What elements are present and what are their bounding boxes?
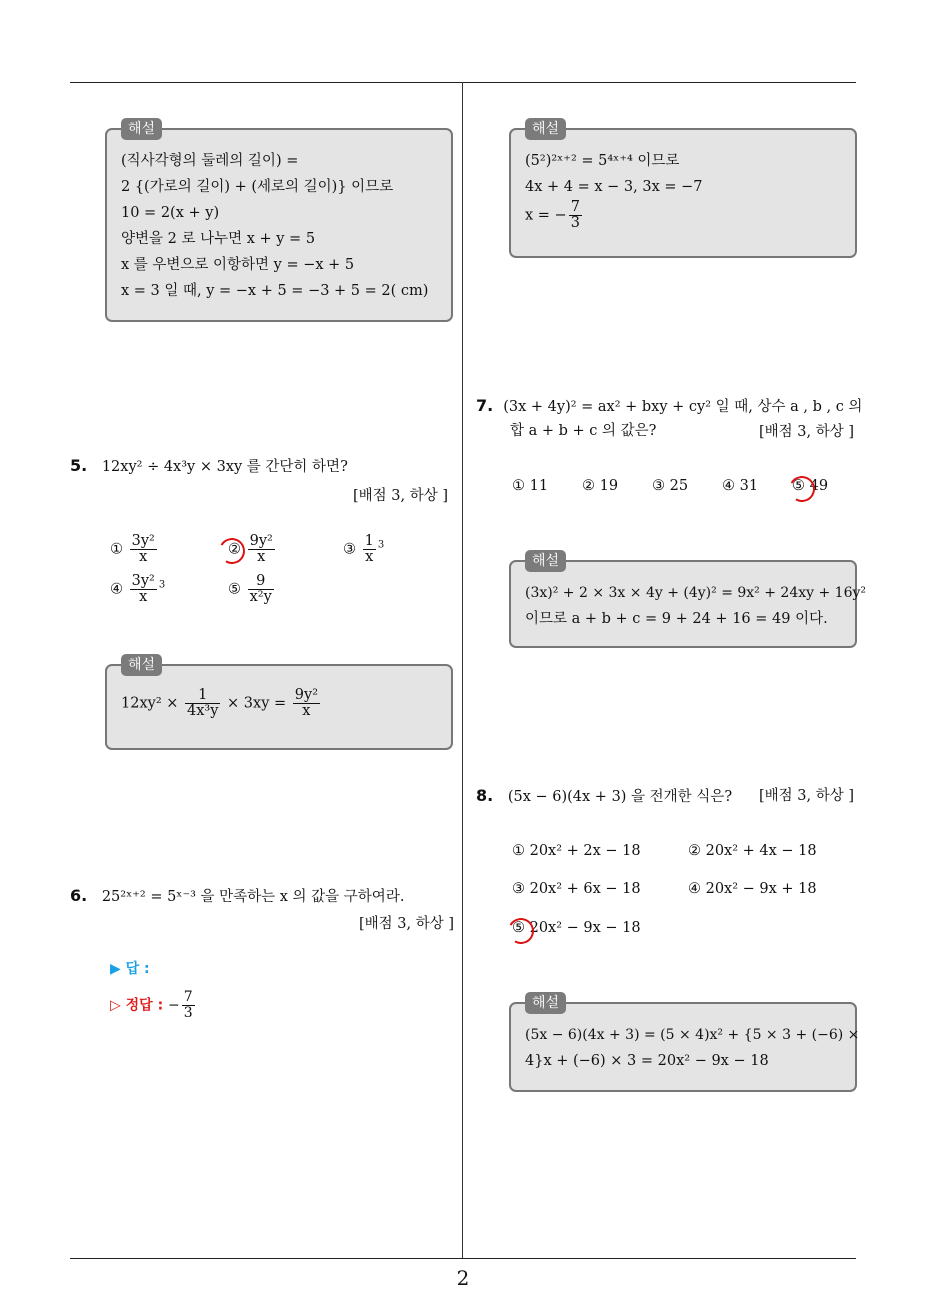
question-8 [476, 784, 732, 809]
option-2[interactable]: ② 19 [582, 478, 619, 494]
option-4[interactable]: ④ 20x² − 9x + 18 [688, 881, 817, 897]
option-5[interactable]: ⑤ 20x² − 9x − 18 [512, 920, 641, 936]
explanation-tag: 해설 [121, 118, 162, 140]
explanation-line: (5²)²ˣ⁺² = 5⁴ˣ⁺⁴ 이므로 [525, 153, 680, 169]
option-4[interactable]: ④ $\frac{\text{3y²}}{x}$ $^3$ [110, 573, 166, 605]
explanation-line: (3x)² + 2 × 3x × 4y + (4y)² = 9x² + 24xy + 16y² [525, 585, 867, 601]
question-6 [70, 884, 404, 909]
explanation-box-q5 [105, 657, 453, 750]
question-number: 5. [70, 456, 88, 475]
question-text-cont: 합 a + b + c 의 값은? [510, 423, 657, 439]
explanation-line: (5x − 6)(4x + 3) = (5 × 4)x² + {5 × 3 + (−6) × [525, 1027, 860, 1043]
question-text: 25²ˣ⁺² = 5ˣ⁻³ 을 만족하는 x 의 값을 구하여라. [101, 889, 405, 905]
explanation-box-q7 [509, 553, 867, 648]
explanation-line: 4}x + (−6) × 3 = 20x² − 9x − 18 [525, 1053, 769, 1069]
page-number: 2 [456, 1266, 470, 1290]
option-2[interactable]: ② $\frac{\text{9y²}}{x}$ [228, 533, 273, 565]
question-text: 12xy² ÷ 4x³y × 3xy 를 간단히 하면? [101, 459, 348, 475]
bottom-rule [70, 1258, 856, 1259]
question-number: 8. [476, 786, 494, 805]
option-4[interactable]: ④ 31 [722, 478, 759, 494]
explanation-tag: 해설 [525, 118, 566, 140]
answer-input-label[interactable]: ▶ 답 : [110, 961, 150, 977]
explanation-line: 2 {(가로의 길이) + (세로의 길이)} 이므로 [121, 179, 394, 195]
explanation-line: x = 3 일 때, y = −x + 5 = −3 + 5 = 2( cm) [121, 283, 429, 299]
question-text: (5x − 6)(4x + 3) 을 전개한 식은? [507, 789, 733, 805]
question-text: (3x + 4y)² = ax² + bxy + cy² 일 때, 상수 a , b , c 의 [503, 399, 863, 415]
explanation-box-q4 [105, 121, 453, 322]
question-points: [배점 3, 하상 ] [358, 916, 454, 932]
option-3[interactable]: ③ $\frac{1}{x}$ $^3$ [343, 533, 385, 565]
question-number: 7. [476, 396, 494, 415]
explanation-box-q6 [509, 121, 857, 258]
top-rule [70, 82, 856, 83]
explanation-line: 양변을 2 로 나누면 x + y = 5 [121, 231, 316, 247]
option-5[interactable]: ⑤ 49 [792, 478, 829, 494]
option-1[interactable]: ① $\frac{\text{3y²}}{x}$ [110, 533, 155, 565]
explanation-tag: 해설 [525, 992, 566, 1014]
explanation-line: x = − $\frac{7}{3}$ [525, 199, 580, 231]
explanation-line: (직사각형의 둘레의 길이) = [121, 153, 299, 169]
explanation-line: 이므로 a + b + c = 9 + 24 + 16 = 49 이다. [525, 611, 828, 627]
question-points: [배점 3, 하상 ] [758, 424, 854, 440]
question-5 [70, 454, 348, 479]
option-3[interactable]: ③ 20x² + 6x − 18 [512, 881, 641, 897]
correct-answer: ▷ 정답 : − $\frac{7}{3}$ [110, 989, 193, 1021]
explanation-tag: 해설 [525, 550, 566, 572]
question-points: [배점 3, 하상 ] [758, 788, 854, 804]
question-points: [배점 3, 하상 ] [352, 488, 448, 504]
option-2[interactable]: ② 20x² + 4x − 18 [688, 843, 817, 859]
explanation-line: 10 = 2(x + y) [121, 205, 220, 221]
explanation-box-q8 [509, 995, 860, 1092]
option-3[interactable]: ③ 25 [652, 478, 689, 494]
explanation-line: 4x + 4 = x − 3, 3x = −7 [525, 179, 703, 195]
explanation-line: 12xy² × $\frac{1}{\text{4x³y}}$ × 3xy = $\frac{\text{9y²}}{x}$ [121, 687, 319, 719]
option-1[interactable]: ① 11 [512, 478, 549, 494]
option-5[interactable]: ⑤ $\frac{9}{\text{x²y}}$ [228, 573, 272, 605]
option-1[interactable]: ① 20x² + 2x − 18 [512, 843, 641, 859]
explanation-tag: 해설 [121, 654, 162, 676]
column-divider [462, 82, 463, 1258]
question-number: 6. [70, 886, 88, 905]
explanation-line: x 를 우변으로 이항하면 y = −x + 5 [121, 257, 355, 273]
